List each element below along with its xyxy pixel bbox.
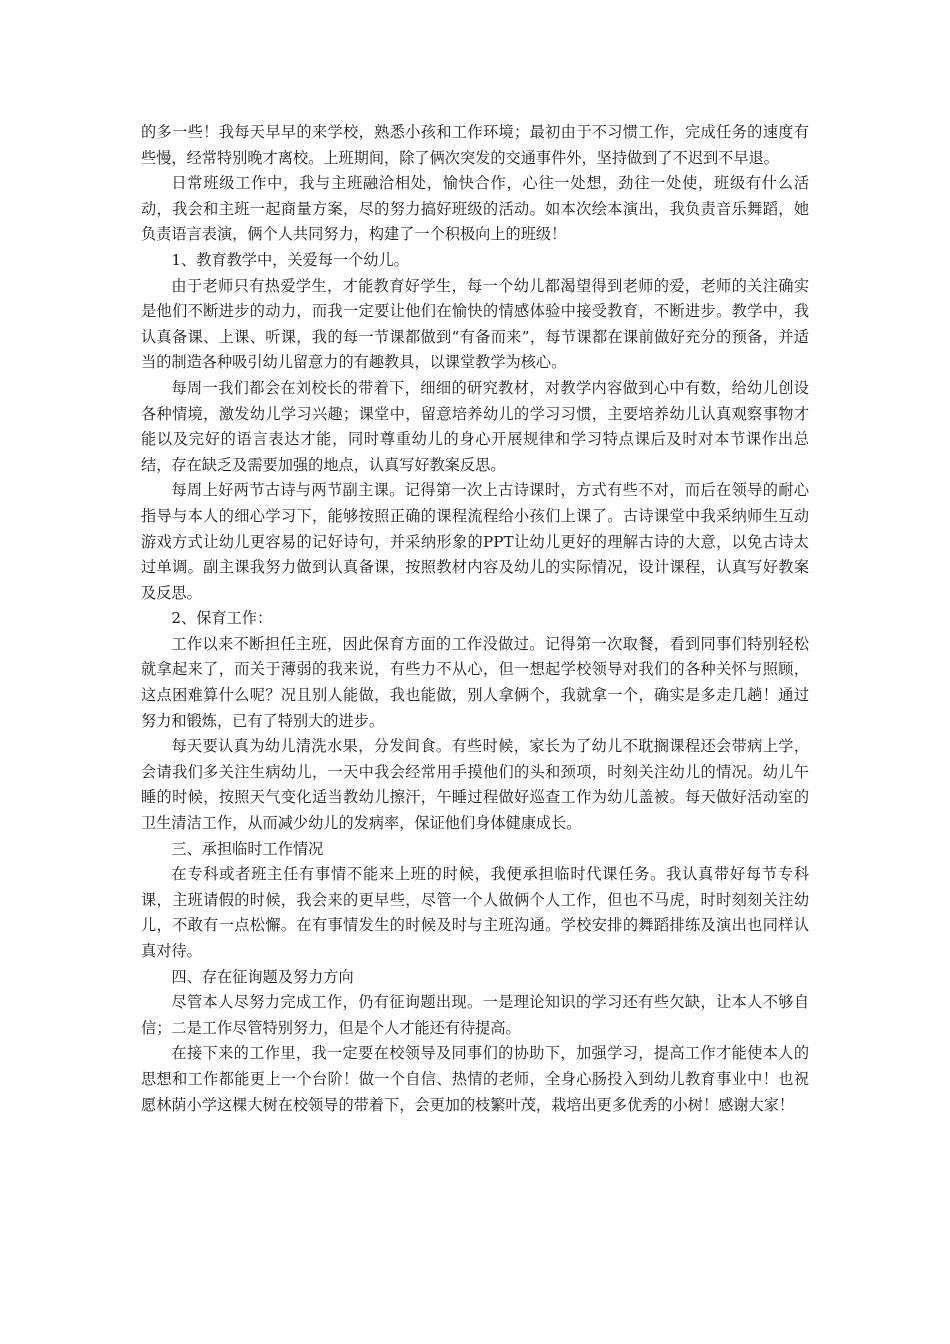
section-heading-teaching: 1、教育教学中，关爱每一个幼儿。 bbox=[171, 250, 409, 269]
section-heading-care-work: 2、保育工作： bbox=[171, 609, 273, 628]
paragraph-poetry-classes: 每周上好两节古诗与两节副主课。记得第一次上古诗课时，方式有些不对，而后在领导的耐心指导与本人的细心学习下，能够按照正确的课程流程给小孩们上课了。古诗课堂中我采纳师生互动游戏方式让幼儿更容易的记好诗句，并采纳形象的PPT让幼儿更好的理解古诗的大意，以免古诗太过单调。副主课我努力做到认真备课，按照教材内容及幼儿的实际情况，设计课程，认真写好教案及反思。 bbox=[141, 481, 809, 602]
section-heading-problems-direction: 四、存在征询题及努力方向 bbox=[171, 967, 354, 986]
paragraph-weekly-research: 每周一我们都会在刘校长的带着下，细细的研究教材，对教学内容做到心中有数，给幼儿创设各种情境，激发幼儿学习兴趣；课堂中，留意培养幼儿的学习习惯，主要培养幼儿认真观察事物才能以及完好的语言表达才能，同时尊重幼儿的身心开展规律和学习特点课后及时对本节课作出总结，存在缺乏及需要加强的地点，认真写好教案反思。 bbox=[141, 378, 809, 474]
paragraph-temporary-work: 在专科或者班主任有事情不能来上班的时候，我便承担临时代课任务。我认真带好每节专科课，主班请假的时候，我会来的更早些，尽管一个人做俩个人工作，但也不马虎，时时刻刻关注幼儿，不敢有一点松懈。在有事情发生的时候及时与主班沟通。学校安排的舞蹈排练及演出也同样认真对待。 bbox=[141, 865, 809, 960]
paragraph-problems: 尽管本人尽努力完成工作，仍有征询题出现。一是理论知识的学习还有些欠缺，让本人不够自信；二是工作尽管特别努力，但是个人才能还有待提高。 bbox=[141, 993, 809, 1037]
paragraph-intro-continued: 的多一些！我每天早早的来学校，熟悉小孩和工作环境；最初由于不习惯工作，完成任务的速度有些慢，经常特别晚才离校。上班期间，除了俩次突发的交通事件外，坚持做到了不迟到不早退。 bbox=[141, 123, 809, 167]
paragraph-care-work-meals: 工作以来不断担任主班，因此保育方面的工作没做过。记得第一次取餐，看到同事们特别轻松就拿起来了，而关于薄弱的我来说，有些力不从心，但一想起学校领导对我们的各种关怀与照顾，这点困难算什么呢？况且别人能做，我也能做，别人拿俩个，我就拿一个，确实是多走几趟！通过努力和锻炼，已有了特别大的进步。 bbox=[141, 634, 809, 730]
paragraph-daily-care: 每天要认真为幼儿清洗水果，分发间食。有些时候，家长为了幼儿不耽搁课程还会带病上学，会请我们多关注生病幼儿，一天中我会经常用手摸他们的头和颈项，时刻关注幼儿的情况。幼儿午睡的时候，按照天气变化适当教幼儿擦汗，午睡过程做好巡查工作为幼儿盖被。每天做好活动室的卫生清洁工作，从而减少幼儿的发病率，保证他们身体健康成长。 bbox=[141, 737, 809, 833]
paragraph-closing: 在接下来的工作里，我一定要在校领导及同事们的协助下，加强学习，提高工作才能使本人的思想和工作都能更上一个台阶！做一个自信、热情的老师，全身心肠投入到幼儿教育事业中！也祝愿林荫小学这棵大树在校领导的带着下，会更加的枝繁叶茂，栽培出更多优秀的小树！感谢大家！ bbox=[141, 1044, 809, 1114]
document-body bbox=[141, 120, 809, 1118]
paragraph-class-cooperation: 日常班级工作中，我与主班融洽相处，愉快合作，心往一处想，劲往一处使，班级有什么活动，我会和主班一起商量方案，尽的努力搞好班级的活动。如本次绘本演出，我负责音乐舞蹈，她负责语言表演，俩个人共同努力，构建了一个积极向上的班级！ bbox=[141, 174, 809, 244]
section-heading-temporary-work: 三、承担临时工作情况 bbox=[171, 839, 324, 858]
paragraph-teaching-love: 由于老师只有热爱学生，才能教育好学生，每一个幼儿都渴望得到老师的爱，老师的关注确实是他们不断进步的动力，而我一定要让他们在愉快的情感体验中接受教育，不断进步。教学中，我认真备课、上课、听课，我的每一节课都做到“有备而来”，每节课都在课前做好充分的预备，并适当的制造各种吸引幼儿留意力的有趣教具，以课堂教学为核心。 bbox=[141, 276, 809, 372]
